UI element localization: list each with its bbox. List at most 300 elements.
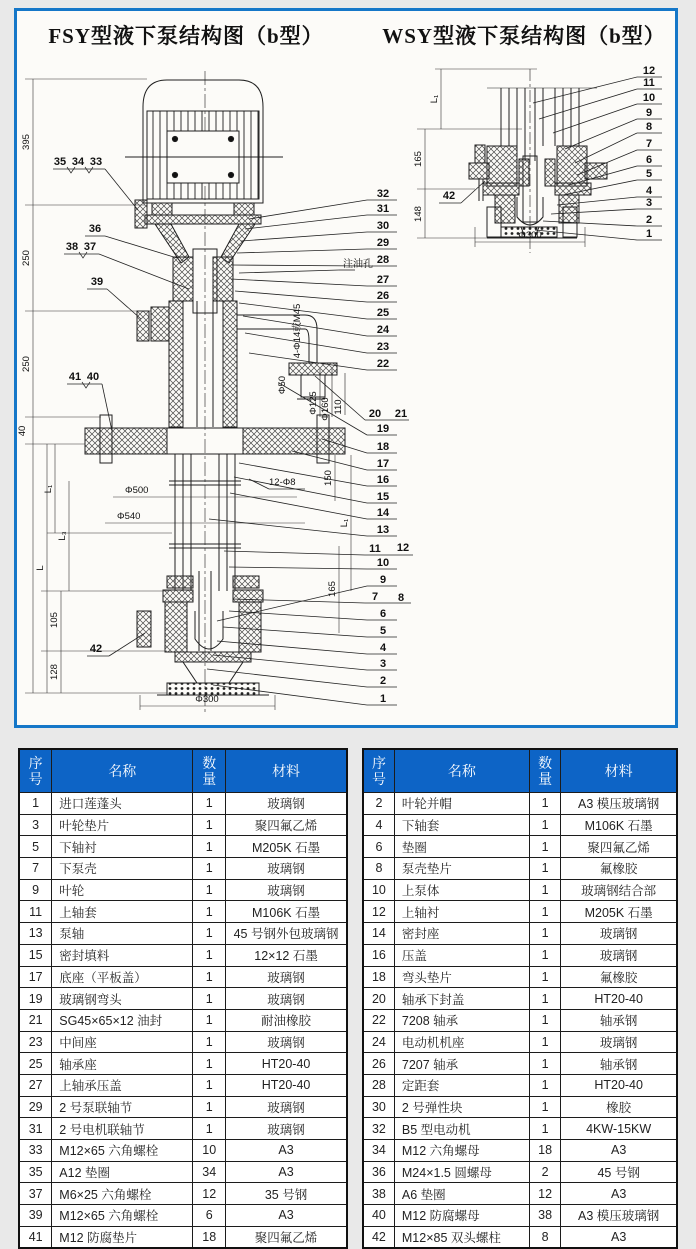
svg-text:34: 34: [71, 156, 85, 168]
svg-text:27: 27: [376, 274, 390, 286]
table-cell: 1: [529, 879, 560, 901]
table-cell: 轴承座: [52, 1053, 193, 1075]
table-cell: 玻璃钢: [561, 923, 677, 945]
table-cell: 10: [363, 879, 394, 901]
table-cell: A3: [561, 1183, 677, 1205]
table-row: [363, 944, 677, 966]
table-cell: 叶轮: [52, 879, 193, 901]
table-cell: 22: [363, 1009, 394, 1031]
svg-text:105: 105: [49, 612, 60, 628]
table-cell: 1: [193, 1118, 226, 1140]
column-header-material: 材料: [561, 749, 677, 793]
table-cell: 垫圈: [394, 836, 529, 858]
svg-text:40: 40: [17, 425, 28, 437]
column-header-index: 序号: [363, 749, 394, 793]
table-cell: 玻璃钢: [226, 1031, 347, 1053]
table-cell: 橡胶: [561, 1096, 677, 1118]
table-cell: 1: [193, 944, 226, 966]
table-cell: 32: [363, 1118, 394, 1140]
table-row: [19, 814, 347, 836]
table-row: [363, 988, 677, 1010]
table-cell: 8: [529, 1226, 560, 1248]
table-cell: 12×12 石墨: [226, 944, 347, 966]
table-cell: 9: [19, 879, 52, 901]
svg-text:42: 42: [442, 190, 456, 202]
table-cell: 6: [193, 1205, 226, 1227]
table-cell: 玻璃钢: [226, 966, 347, 988]
table-cell: 叶轮并帽: [394, 793, 529, 815]
table-row: [19, 1226, 347, 1248]
table-cell: 18: [363, 966, 394, 988]
table-cell: 电动机机座: [394, 1031, 529, 1053]
svg-text:19: 19: [376, 423, 390, 435]
table-cell: 40: [363, 1205, 394, 1227]
svg-text:8: 8: [645, 121, 653, 133]
table-cell: 泵轴: [52, 923, 193, 945]
table-cell: 泵壳垫片: [394, 858, 529, 880]
table-cell: HT20-40: [226, 1074, 347, 1096]
table-cell: 12: [363, 901, 394, 923]
svg-text:38: 38: [65, 241, 79, 253]
table-row: [363, 1161, 677, 1183]
svg-text:16: 16: [376, 474, 390, 486]
table-row: [19, 1140, 347, 1162]
table-cell: 30: [363, 1096, 394, 1118]
svg-text:L₁: L₁: [429, 94, 440, 104]
table-cell: 1: [529, 1053, 560, 1075]
svg-text:7: 7: [371, 591, 379, 603]
parts-table-left: [18, 748, 348, 1249]
table-cell: 耐油橡胶: [226, 1009, 347, 1031]
table-cell: 下泵壳: [52, 858, 193, 880]
svg-text:35: 35: [53, 156, 67, 168]
svg-text:20: 20: [368, 408, 382, 420]
table-row: [363, 923, 677, 945]
table-cell: 1: [529, 814, 560, 836]
table-row: [19, 1096, 347, 1118]
table-cell: 2: [363, 793, 394, 815]
table-cell: 45 号钢: [561, 1161, 677, 1183]
svg-text:150: 150: [323, 470, 334, 486]
table-row: [19, 901, 347, 923]
table-cell: 1: [193, 858, 226, 880]
table-cell: 18: [529, 1140, 560, 1162]
svg-text:148: 148: [413, 206, 424, 222]
table-cell: 1: [193, 923, 226, 945]
table-cell: 1: [529, 858, 560, 880]
table-cell: 39: [19, 1205, 52, 1227]
table-row: [363, 1053, 677, 1075]
table-row: [363, 879, 677, 901]
table-cell: M12×65 六角螺栓: [52, 1140, 193, 1162]
table-cell: M6×25 六角螺栓: [52, 1183, 193, 1205]
table-cell: 36: [363, 1161, 394, 1183]
table-cell: 1: [193, 879, 226, 901]
svg-text:11: 11: [369, 543, 381, 555]
table-row: [19, 793, 347, 815]
svg-text:22: 22: [376, 358, 390, 370]
table-cell: 1: [193, 901, 226, 923]
table-cell: 25: [19, 1053, 52, 1075]
svg-text:11: 11: [643, 77, 655, 89]
table-cell: 玻璃钢: [226, 1118, 347, 1140]
table-cell: 1: [193, 1031, 226, 1053]
table-cell: 玻璃钢弯头: [52, 988, 193, 1010]
table-cell: A12 垫圈: [52, 1161, 193, 1183]
wsy-title: WSY型液下泵结构图（b型）: [382, 24, 666, 48]
table-cell: 2 号弹性块: [394, 1096, 529, 1118]
svg-text:14: 14: [376, 507, 390, 519]
table-cell: 31: [19, 1118, 52, 1140]
table-header-row: [363, 749, 677, 793]
table-cell: 12: [529, 1183, 560, 1205]
table-cell: 45 号钢外包玻璃钢: [226, 923, 347, 945]
table-row: [363, 1096, 677, 1118]
table-cell: 28: [363, 1074, 394, 1096]
svg-text:18: 18: [376, 441, 390, 453]
table-cell: 1: [19, 793, 52, 815]
table-cell: 1: [529, 944, 560, 966]
table-row: [19, 1031, 347, 1053]
table-cell: 1: [529, 988, 560, 1010]
table-cell: 34: [193, 1161, 226, 1183]
table-cell: 上轴承压盖: [52, 1074, 193, 1096]
table-cell: 1: [193, 1096, 226, 1118]
table-row: [19, 1183, 347, 1205]
table-cell: 1: [529, 1096, 560, 1118]
table-cell: 下轴衬: [52, 836, 193, 858]
table-cell: 聚四氟乙烯: [561, 836, 677, 858]
table-cell: 18: [193, 1226, 226, 1248]
svg-text:L₁: L₁: [339, 518, 350, 528]
table-cell: 1: [193, 966, 226, 988]
svg-text:12: 12: [396, 542, 410, 554]
column-header-name: 名称: [394, 749, 529, 793]
svg-text:4: 4: [645, 185, 653, 197]
table-cell: 1: [529, 1118, 560, 1140]
table-cell: 21: [19, 1009, 52, 1031]
fsy-title: FSY型液下泵结构图（b型）: [48, 24, 324, 48]
table-cell: 弯头垫片: [394, 966, 529, 988]
table-cell: 2 号电机联轴节: [52, 1118, 193, 1140]
svg-text:5: 5: [645, 168, 653, 180]
table-cell: 1: [529, 923, 560, 945]
table-cell: 1: [529, 793, 560, 815]
table-row: [363, 858, 677, 880]
table-cell: 玻璃钢: [561, 1031, 677, 1053]
table-cell: 压盖: [394, 944, 529, 966]
table-cell: 玻璃钢: [226, 1096, 347, 1118]
table-row: [19, 858, 347, 880]
table-cell: 42: [363, 1226, 394, 1248]
diagram-panel: [14, 8, 678, 728]
table-row: [363, 1031, 677, 1053]
table-cell: M106K 石墨: [226, 901, 347, 923]
table-cell: 7: [19, 858, 52, 880]
table-cell: 29: [19, 1096, 52, 1118]
table-cell: 2 号泵联轴节: [52, 1096, 193, 1118]
table-cell: M12 防腐垫片: [52, 1226, 193, 1248]
svg-text:23: 23: [376, 341, 390, 353]
table-cell: 1: [529, 836, 560, 858]
table-cell: 38: [363, 1183, 394, 1205]
svg-text:17: 17: [376, 458, 390, 470]
table-row: [363, 901, 677, 923]
table-cell: 20: [363, 988, 394, 1010]
table-cell: M12 六角螺母: [394, 1140, 529, 1162]
table-cell: 进口莲蓬头: [52, 793, 193, 815]
table-cell: 37: [19, 1183, 52, 1205]
table-row: [19, 1053, 347, 1075]
table-row: [19, 1118, 347, 1140]
table-cell: 定距套: [394, 1074, 529, 1096]
svg-text:29: 29: [376, 237, 390, 249]
svg-text:1: 1: [645, 228, 653, 240]
svg-text:3: 3: [645, 197, 653, 209]
table-row: [19, 1074, 347, 1096]
svg-text:4-Φ14或M45: 4-Φ14或M45: [292, 303, 303, 359]
table-cell: 24: [363, 1031, 394, 1053]
svg-text:12-Φ8: 12-Φ8: [269, 477, 296, 488]
table-cell: 7208 轴承: [394, 1009, 529, 1031]
table-cell: 10: [193, 1140, 226, 1162]
svg-text:8: 8: [397, 592, 405, 604]
table-cell: 玻璃钢: [226, 793, 347, 815]
svg-text:33: 33: [89, 156, 103, 168]
table-cell: 轴承下封盖: [394, 988, 529, 1010]
column-header-material: 材料: [226, 749, 347, 793]
table-cell: 下轴套: [394, 814, 529, 836]
table-cell: M12×65 六角螺栓: [52, 1205, 193, 1227]
table-row: [363, 1118, 677, 1140]
svg-text:165: 165: [327, 581, 338, 597]
wsy-diagram: [469, 69, 607, 253]
svg-text:36: 36: [88, 223, 102, 235]
table-row: [19, 1009, 347, 1031]
fsy-diagram: [85, 71, 345, 713]
table-row: [19, 966, 347, 988]
table-cell: B5 型电动机: [394, 1118, 529, 1140]
table-cell: 34: [363, 1140, 394, 1162]
table-cell: 1: [193, 1053, 226, 1075]
table-cell: 19: [19, 988, 52, 1010]
svg-text:6: 6: [645, 154, 653, 166]
table-header-row: [19, 749, 347, 793]
table-cell: M12×85 双头螺柱: [394, 1226, 529, 1248]
table-cell: 38: [529, 1205, 560, 1227]
table-cell: 6: [363, 836, 394, 858]
table-cell: M205K 石墨: [561, 901, 677, 923]
table-cell: 聚四氟乙烯: [226, 814, 347, 836]
svg-text:3: 3: [379, 658, 387, 670]
table-cell: 7207 轴承: [394, 1053, 529, 1075]
table-cell: 16: [363, 944, 394, 966]
table-cell: 氟橡胶: [561, 966, 677, 988]
column-header-index: 序号: [19, 749, 52, 793]
svg-text:12: 12: [642, 65, 656, 77]
table-row: [19, 988, 347, 1010]
table-cell: 轴承钢: [561, 1009, 677, 1031]
svg-text:10: 10: [376, 557, 390, 569]
table-cell: 玻璃钢: [226, 879, 347, 901]
parts-table-right: [362, 748, 678, 1249]
svg-text:25: 25: [376, 307, 390, 319]
svg-text:Φ300: Φ300: [195, 694, 219, 705]
table-cell: 1: [193, 1009, 226, 1031]
table-cell: 轴承钢: [561, 1053, 677, 1075]
svg-text:40: 40: [86, 371, 100, 383]
table-cell: M106K 石墨: [561, 814, 677, 836]
svg-text:24: 24: [376, 324, 390, 336]
table-cell: HT20-40: [561, 1074, 677, 1096]
table-cell: 8: [363, 858, 394, 880]
svg-text:Φ50: Φ50: [277, 375, 288, 395]
table-row: [19, 944, 347, 966]
table-row: [363, 1009, 677, 1031]
table-cell: 5: [19, 836, 52, 858]
table-row: [363, 1205, 677, 1227]
svg-text:30: 30: [376, 220, 390, 232]
table-row: [19, 923, 347, 945]
table-cell: 26: [363, 1053, 394, 1075]
svg-text:128: 128: [49, 664, 60, 680]
svg-text:6: 6: [379, 608, 387, 620]
table-cell: 底座（平板盖）: [52, 966, 193, 988]
svg-text:4: 4: [379, 642, 387, 654]
svg-text:10: 10: [642, 92, 656, 104]
svg-text:Φ500: Φ500: [125, 485, 149, 496]
svg-text:L: L: [35, 565, 46, 571]
table-cell: 聚四氟乙烯: [226, 1226, 347, 1248]
table-cell: A3 模压玻璃钢: [561, 1205, 677, 1227]
table-cell: A3: [561, 1140, 677, 1162]
table-cell: 23: [19, 1031, 52, 1053]
table-cell: 玻璃钢结合部: [561, 879, 677, 901]
table-row: [363, 1074, 677, 1096]
svg-text:395: 395: [21, 134, 32, 150]
table-row: [19, 836, 347, 858]
table-cell: 17: [19, 966, 52, 988]
table-cell: 玻璃钢: [226, 988, 347, 1010]
table-cell: 13: [19, 923, 52, 945]
table-cell: 3: [19, 814, 52, 836]
table-cell: 上泵体: [394, 879, 529, 901]
table-cell: 1: [193, 793, 226, 815]
table-cell: 1: [193, 988, 226, 1010]
table-cell: A3: [561, 1226, 677, 1248]
column-header-quantity: 数量: [193, 749, 226, 793]
table-row: [363, 836, 677, 858]
table-cell: 叶轮垫片: [52, 814, 193, 836]
svg-text:7: 7: [645, 138, 653, 150]
table-cell: 氟橡胶: [561, 858, 677, 880]
table-row: [363, 814, 677, 836]
svg-text:21: 21: [394, 408, 408, 420]
table-cell: 密封座: [394, 923, 529, 945]
svg-text:13: 13: [376, 524, 390, 536]
table-cell: A3: [226, 1205, 347, 1227]
table-cell: M12 防腐螺母: [394, 1205, 529, 1227]
svg-text:39: 39: [90, 276, 104, 288]
table-cell: 上轴衬: [394, 901, 529, 923]
svg-text:Φ540: Φ540: [117, 511, 141, 522]
table-cell: 1: [529, 1009, 560, 1031]
table-cell: 11: [19, 901, 52, 923]
table-cell: 1: [193, 814, 226, 836]
table-cell: 35 号钢: [226, 1183, 347, 1205]
table-cell: 1: [193, 836, 226, 858]
table-cell: A6 垫圈: [394, 1183, 529, 1205]
table-cell: A3: [226, 1161, 347, 1183]
table-row: [19, 1205, 347, 1227]
column-header-name: 名称: [52, 749, 193, 793]
svg-text:37: 37: [83, 241, 97, 253]
table-cell: 密封填料: [52, 944, 193, 966]
table-cell: 35: [19, 1161, 52, 1183]
svg-text:31: 31: [376, 203, 390, 215]
table-cell: 1: [193, 1074, 226, 1096]
svg-text:Φ300: Φ300: [518, 230, 542, 241]
svg-text:L₃: L₃: [57, 531, 68, 541]
svg-text:32: 32: [376, 188, 390, 200]
table-row: [19, 1161, 347, 1183]
table-cell: 4: [363, 814, 394, 836]
svg-text:5: 5: [379, 625, 387, 637]
table-row: [363, 1140, 677, 1162]
svg-text:250: 250: [21, 250, 32, 266]
svg-text:15: 15: [376, 491, 390, 503]
svg-text:注油孔: 注油孔: [343, 259, 373, 270]
svg-text:2: 2: [645, 214, 653, 226]
svg-text:42: 42: [89, 643, 103, 655]
table-cell: 玻璃钢: [226, 858, 347, 880]
table-cell: 玻璃钢: [561, 944, 677, 966]
table-cell: SG45×65×12 油封: [52, 1009, 193, 1031]
svg-text:1: 1: [379, 693, 387, 705]
table-cell: A3 模压玻璃钢: [561, 793, 677, 815]
table-cell: 33: [19, 1140, 52, 1162]
svg-text:165: 165: [413, 151, 424, 167]
table-cell: 27: [19, 1074, 52, 1096]
table-cell: A3: [226, 1140, 347, 1162]
table-cell: HT20-40: [226, 1053, 347, 1075]
table-row: [363, 1226, 677, 1248]
table-cell: 1: [529, 1074, 560, 1096]
pump-structure-drawing: [17, 11, 675, 725]
table-cell: 上轴套: [52, 901, 193, 923]
svg-text:41: 41: [68, 371, 82, 383]
table-row: [363, 966, 677, 988]
table-cell: 2: [529, 1161, 560, 1183]
table-cell: 1: [529, 901, 560, 923]
table-cell: 41: [19, 1226, 52, 1248]
svg-text:Φ160: Φ160: [320, 397, 331, 421]
svg-text:250: 250: [21, 356, 32, 372]
table-cell: M205K 石墨: [226, 836, 347, 858]
table-cell: M24×1.5 圆螺母: [394, 1161, 529, 1183]
svg-text:110: 110: [333, 399, 344, 415]
svg-text:28: 28: [376, 254, 390, 266]
svg-text:2: 2: [379, 675, 387, 687]
svg-text:Φ125: Φ125: [308, 391, 319, 415]
table-cell: 15: [19, 944, 52, 966]
svg-text:9: 9: [379, 574, 387, 586]
table-cell: 中间座: [52, 1031, 193, 1053]
table-cell: HT20-40: [561, 988, 677, 1010]
svg-text:26: 26: [376, 290, 390, 302]
svg-text:9: 9: [645, 107, 653, 119]
table-cell: 1: [529, 966, 560, 988]
